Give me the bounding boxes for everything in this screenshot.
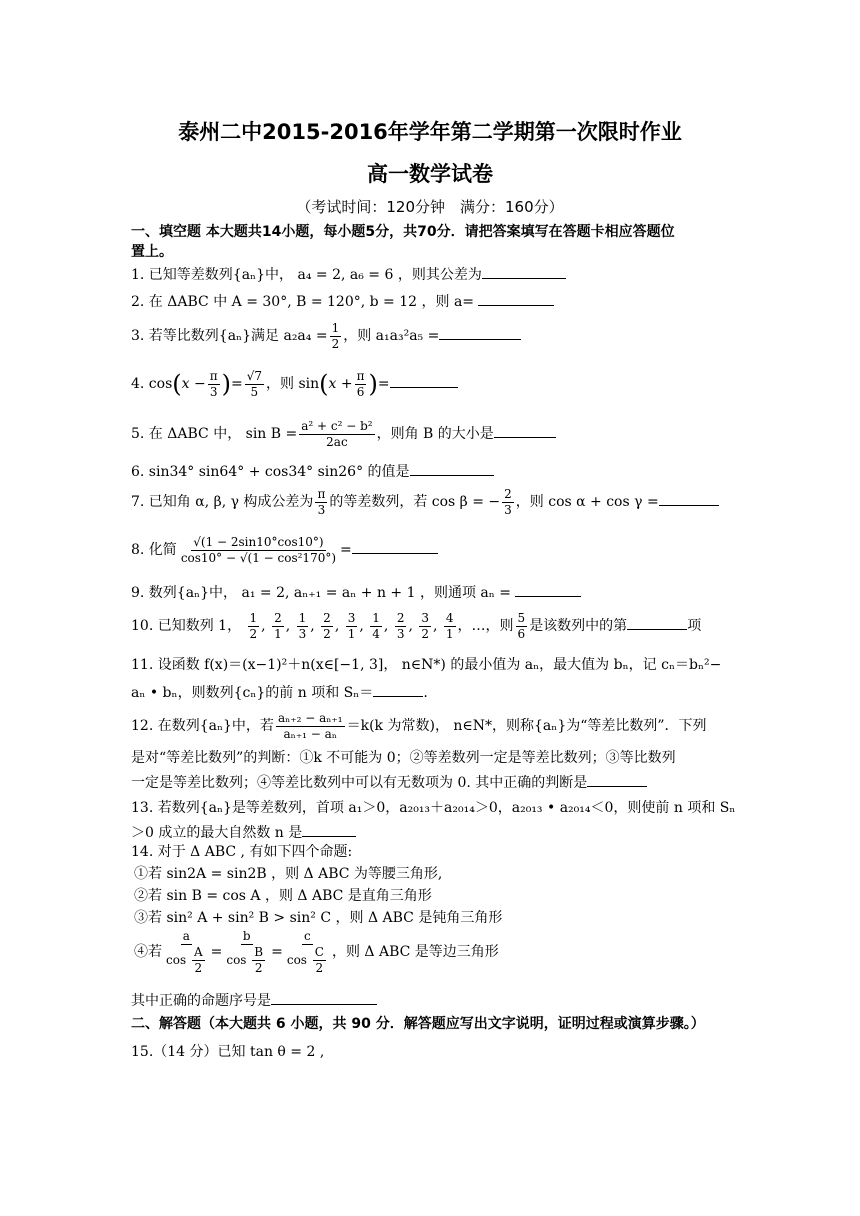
p4-c: c: [304, 928, 311, 943]
q2-text: 2. 在 ΔABC 中 A = 30°, B = 120°, b = 12 ，则 a=: [131, 294, 475, 310]
p4-den-c: [285, 945, 330, 976]
q10-frac-num: 1: [249, 610, 258, 625]
q4-pi: π: [209, 368, 218, 383]
q10-frac-num: 1: [298, 610, 307, 625]
q10-frac-num: 2: [323, 610, 331, 625]
question-8: [131, 530, 736, 570]
q10-frac-den: 3: [298, 626, 307, 641]
answer-blank: [659, 491, 719, 506]
q10-frac-den: 2: [249, 626, 258, 641]
answer-blank: [302, 822, 356, 837]
p4-cos: cos: [226, 952, 247, 967]
p4-two: 2: [315, 960, 324, 975]
question-14-ask: [131, 990, 736, 1011]
section1-heading-a: 一、填空题 本大题共14小题，每小题5分，共70分．请把答案填写在答题卡相应答题位: [131, 224, 675, 240]
p4-A: A: [193, 944, 203, 959]
question-12-line1: [131, 706, 736, 746]
q7-d3: 3: [317, 502, 326, 517]
q7-frac-pi3: [315, 487, 327, 518]
q7-pre: 7. 已知角 α, β, γ 构成公差为: [131, 494, 314, 510]
q7-d3b: 3: [504, 502, 512, 517]
q8-pre: 8. 化简: [131, 542, 177, 558]
q11-line2: aₙ • bₙ，则数列{cₙ}的前 n 项和 Sₙ＝: [131, 685, 374, 701]
proposition-4: [134, 924, 739, 980]
q10-frac: [297, 611, 309, 642]
question-14-intro: 14. 对于 Δ ABC , 有如下四个命题:: [131, 844, 353, 860]
answer-blank: [352, 539, 438, 554]
q4-frac-sqrt7: [245, 369, 264, 400]
q4-d6: 6: [356, 384, 365, 399]
q5-fraction: [299, 419, 374, 450]
q10-frac-num: 2: [274, 610, 282, 625]
p4-half-b: [252, 945, 265, 976]
q12-line3: 一定是等差比数列；④等差比数列中可以有无数项为 0. 其中正确的判断是: [131, 775, 588, 791]
q10-frac: [444, 611, 456, 642]
question-2: [131, 291, 736, 312]
q10-frac-num: 3: [421, 610, 429, 625]
paren-close: ): [368, 370, 378, 398]
question-13-line1: 13. 若数列{aₙ}是等差数列，首项 a₁＞0，a₂₀₁₃＋a₂₀₁₄＞0，a₂₀₁₃ • a₂₀₁₄＜0，则使前 n 项和 Sₙ: [131, 800, 736, 816]
p4-b: b: [242, 928, 251, 943]
q8-post: =: [340, 542, 352, 558]
q10-frac-num: 1: [372, 610, 380, 625]
answer-blank: [390, 373, 458, 388]
q10-frac-56: [516, 611, 528, 642]
q11-end: .: [423, 685, 428, 701]
q4-sqrt7: √7: [246, 368, 262, 383]
q13-line2: ＞0 成立的最大自然数 n 是: [131, 825, 303, 841]
answer-blank: [410, 461, 494, 476]
p4-cos: cos: [286, 952, 307, 967]
question-7: [131, 482, 736, 522]
p4-two: 2: [194, 960, 203, 975]
q4-pi-b: π: [356, 368, 365, 383]
q10-frac-num: 4: [445, 610, 454, 625]
q4-end: =: [377, 376, 390, 392]
question-11-line1: 11. 设函数 f(x)＝(x−1)²＋n(x∈[−1, 3]， n∈N*) 的最小值为 aₙ，最大值为 bₙ，记 cₙ＝bₙ²−: [131, 657, 722, 673]
q5-den: 2ac: [326, 434, 348, 449]
q3-den: 2: [331, 336, 340, 351]
q5-post: ，则角 B 的大小是: [376, 426, 494, 442]
q10-frac-den: 4: [372, 626, 380, 641]
q3-fraction: [330, 321, 342, 352]
q4-mid2: x +: [328, 376, 353, 392]
q12-pre: 12. 在数列{aₙ}中，若: [131, 718, 274, 734]
exam-info: （考试时间：120分钟 满分：160分）: [296, 198, 564, 216]
q4-pre: 4. cos: [131, 376, 173, 392]
answer-blank: [494, 423, 556, 438]
q10-frac-num: 3: [347, 610, 356, 625]
question-1: [131, 264, 736, 285]
question-9: [131, 582, 736, 603]
p4-pre: ④若: [134, 944, 162, 960]
q12-num: aₙ₊₂ − aₙ₊₁: [277, 710, 343, 725]
q10-n5: 5: [517, 610, 526, 625]
q7-n2: 2: [504, 486, 512, 501]
q10-post: 是该数列中的第: [529, 618, 628, 634]
exam-title: 泰州二中2015-2016年学年第二学期第一次限时作业: [178, 120, 682, 144]
answer-blank: [271, 990, 377, 1005]
paren-open: (: [319, 370, 329, 398]
q10-frac: [346, 611, 358, 642]
p4-two: 2: [254, 960, 263, 975]
p4-eq: =: [210, 944, 223, 960]
q10-frac: [395, 611, 407, 642]
p4-den-b: [224, 945, 269, 976]
q6-text: 6. sin34° sin64° + cos34° sin26° 的值是: [131, 464, 410, 480]
q10-pre: 10. 已知数列 1，: [131, 618, 242, 634]
p4-post: ，则 Δ ABC 是等边三角形: [331, 944, 499, 960]
q8-fraction: [179, 535, 338, 566]
q4-mid1: x −: [181, 376, 206, 392]
q10-frac-den: 1: [445, 626, 454, 641]
q10-frac-den: 2: [421, 626, 429, 641]
answer-blank: [482, 264, 566, 279]
p4-frac-a: [164, 929, 209, 976]
q10-frac-den: 2: [323, 626, 331, 641]
answer-blank: [515, 582, 581, 597]
answer-blank: [627, 615, 687, 630]
q3-num: 1: [331, 320, 340, 335]
q10-frac: [248, 611, 260, 642]
q10-frac-den: 1: [274, 626, 282, 641]
question-11-line2: [131, 682, 736, 703]
q12-den: aₙ₊₁ − aₙ: [283, 726, 338, 741]
exam-subtitle: 高一数学试卷: [367, 162, 493, 186]
q10-end: 项: [687, 618, 702, 634]
question-12-line2: 是对“等差比数列”的判断：①k 不可能为 0；②等差数列一定是等差比数列；③等比数列: [131, 750, 676, 766]
q10-frac: [321, 611, 333, 642]
section1-heading-b: 置上。: [131, 244, 173, 260]
answer-blank: [478, 291, 554, 306]
q4-d5: 5: [250, 384, 259, 399]
proposition-1: ①若 sin2A = sin2B ，则 Δ ABC 为等腰三角形,: [134, 866, 443, 882]
section2-heading: 二、解答题（本大题共 6 小题，共 90 分．解答题应写出文字说明，证明过程或演算步骤。）: [131, 1016, 705, 1032]
q4-frac-pi6: [355, 369, 367, 400]
q14-ask: 其中正确的命题序号是: [131, 993, 271, 1009]
p4-frac-c: [285, 929, 330, 976]
q12-post: ＝k(k 为常数)， n∈N*，则称{aₙ}为“等差比数列”．下列: [346, 718, 707, 734]
q10-frac: [419, 611, 431, 642]
question-5: [131, 414, 736, 454]
question-13-line2: [131, 822, 736, 843]
q10-frac-den: 1: [347, 626, 356, 641]
q5-pre: 5. 在 ΔABC 中， sin B =: [131, 426, 298, 442]
paren-close: ): [221, 370, 231, 398]
q7-post: ，则 cos α + cos γ =: [515, 494, 659, 510]
paren-open: (: [172, 370, 182, 398]
q3-pre: 3. 若等比数列{aₙ}满足 a₂a₄ =: [131, 328, 328, 344]
question-12-line3: [131, 772, 736, 793]
q10-frac-den: 3: [396, 626, 405, 641]
p4-a: a: [182, 928, 190, 943]
answer-blank: [439, 325, 521, 340]
p4-C: C: [314, 944, 324, 959]
q4-d3: 3: [209, 384, 218, 399]
p4-cos: cos: [166, 952, 187, 967]
q7-pi: π: [317, 486, 326, 501]
question-15: 15.（14 分）已知 tan θ = 2 ,: [131, 1044, 325, 1060]
q9-text: 9. 数列{aₙ}中， a₁ = 2, aₙ₊₁ = aₙ + n + 1 ，则通项 aₙ =: [131, 585, 511, 601]
question-6: [131, 461, 736, 482]
p4-eq: =: [271, 944, 283, 960]
proposition-2: ②若 sin B = cos A ，则 Δ ABC 是直角三角形: [134, 888, 432, 904]
q12-fraction: [276, 711, 345, 742]
q10-frac-num: 2: [396, 610, 405, 625]
q8-num: √(1 − 2sin10°cos10°): [193, 534, 324, 549]
q7-mid: 的等差数列，若 cos β = −: [329, 494, 501, 510]
q10-d6: 6: [517, 626, 526, 641]
question-4: [131, 363, 736, 405]
p4-frac-b: [224, 929, 269, 976]
q10-frac: [272, 611, 284, 642]
p4-half-c: [313, 945, 326, 976]
q10-mid: ，…，则: [457, 618, 514, 634]
question-3: [131, 316, 736, 356]
q4-then: ，则 sin: [266, 376, 320, 392]
q4-frac-pi3: [208, 369, 220, 400]
proposition-3: ③若 sin² A + sin² B > sin² C ，则 Δ ABC 是钝角三角形: [134, 910, 503, 926]
q8-den: cos10° − √(1 − cos²170°): [180, 550, 337, 565]
p4-B: B: [254, 944, 264, 959]
q4-eq: =: [230, 376, 243, 392]
answer-blank: [587, 772, 647, 787]
q5-num: a² + c² − b²: [301, 418, 373, 433]
q3-post: ，则 a₁a₃²a₅ =: [343, 328, 440, 344]
q7-frac-23: [502, 487, 514, 518]
question-10: 10. 已知数列 1， $\frac{1}{2}$ , $\frac{2}{1}$ , $\frac{1}{3}$ , $\frac{2}{2}$ , $\frac{3}{1}$ , $\frac{1}{4}$ , $\frac{2}{3}$ , $\frac{3}{2}$ , $\frac{4}{1}$ ，…，则 $\frac{5}{6}$ 是该数列中的第 项: [131, 610, 702, 641]
p4-half-a: [192, 945, 205, 976]
q1-text: 1. 已知等差数列{aₙ}中， a₄ = 2, a₆ = 6 ，则其公差为: [131, 267, 482, 283]
p4-den-a: [164, 945, 209, 976]
answer-blank: [373, 682, 423, 697]
q10-frac: [370, 611, 382, 642]
